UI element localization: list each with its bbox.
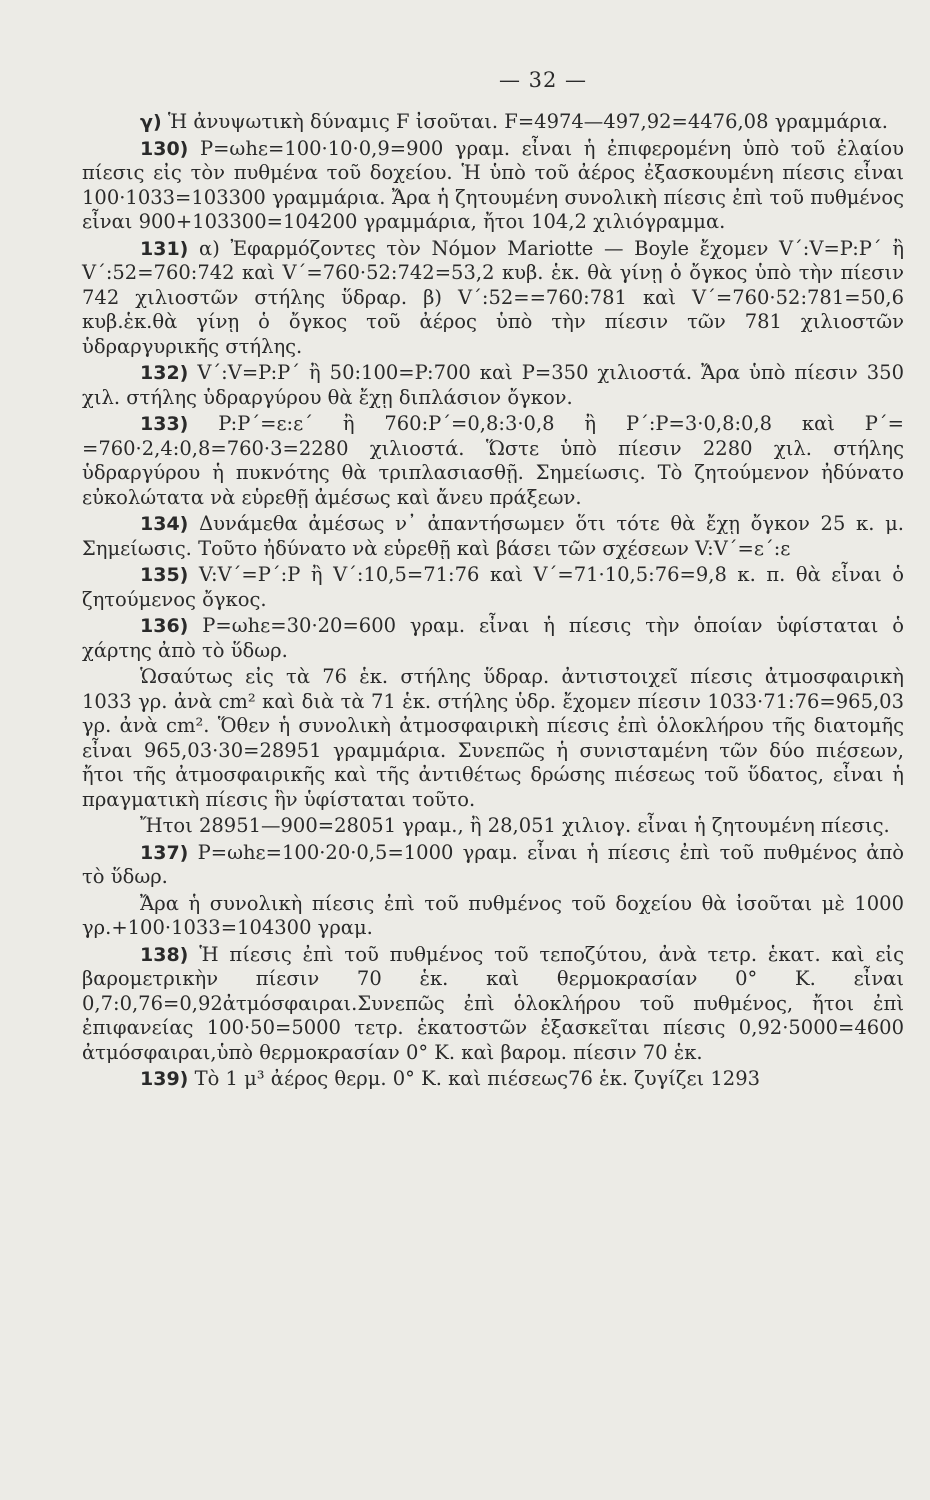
exercise-number: 130) <box>140 137 189 160</box>
paragraph-text: α) Ἐφαρμόζοντες τὸν Νόμον Mariotte — Boyle ἔχομεν V΄:V=P:P΄ ἢ V΄:52=760:742 καὶ V΄=760·52:742=53,2 κυβ. ἑκ. θὰ γίνῃ ὁ ὄγκος ὑπὸ τὴν πίεσιν 742 χιλιοστῶν στήλης ὕδραρ. β) V΄:52==760:781 καὶ V΄=760·52:781=50,6 κυβ.ἑκ.θὰ γίνῃ ὁ ὄγκος τοῦ ἀέρος ὑπὸ τὴν πίεσιν τῶν 781 χιλιοστῶν ὑδραργυρικῆς στήλης. <box>82 236 905 358</box>
paragraph <box>82 841 904 890</box>
exercise-number: 132) <box>140 362 189 384</box>
paragraph-text: V΄:V=P:P΄ ἢ 50:100=P:700 καὶ P=350 χιλιοστά. Ἄρα ὑπὸ πίεσιν 350 χιλ. στήλης ὑδραργύρου θὰ ἔχῃ διπλάσιον ὄγκον. <box>82 361 904 409</box>
paragraph-text: P:P΄=ε:ε΄ ἢ 760:P΄=0,8:3·0,8 ἢ P΄:P=3·0,8:0,8 καὶ P΄= =760·2,4:0,8=760·3=2280 χιλιοστά. Ὥστε ὑπὸ πίεσιν 2280 χιλ. στήλης ὑδραργύρου ἡ πυκνότης θὰ τριπλασιασθῇ. Σημείωσις. Τὸ ζητούμενον ἠδύνατο εὐκολώτατα νὰ εὑρεθῇ ἀμέσως καὶ ἄνευ πράξεων. <box>82 412 905 509</box>
paragraph-text: P=ωhε=30·20=600 γραμ. εἶναι ἡ πίεσις τὴν ὁποίαν ὑφίσταται ὁ χάρτης ἀπὸ τὸ ὕδωρ. <box>82 614 904 662</box>
exercise-number: 135) <box>140 564 189 586</box>
paragraph <box>82 665 904 812</box>
paragraph <box>82 237 904 360</box>
paragraph <box>82 814 904 839</box>
exercise-number: 136) <box>140 615 189 637</box>
exercise-number: 133) <box>140 413 189 435</box>
paragraph <box>82 1067 904 1092</box>
paragraph <box>82 614 904 663</box>
exercise-number: 134) <box>140 513 189 535</box>
exercise-number: 131) <box>140 237 189 260</box>
paragraph-text: V:V΄=P΄:P ἢ V΄:10,5=71:76 καὶ V΄=71·10,5:76=9,8 κ. π. θὰ εἶναι ὁ ζητούμενος ὄγκος. <box>82 563 905 611</box>
body-text <box>82 110 904 1092</box>
paragraph-text: P=ωhε=100·20·0,5=1000 γραμ. εἶναι ἡ πίεσις ἐπὶ τοῦ πυθμένος ἀπὸ τὸ ὕδωρ. <box>82 840 904 888</box>
paragraph <box>82 512 904 561</box>
paragraph-text: Ἄρα ἡ συνολικὴ πίεσις ἐπὶ τοῦ πυθμένος τοῦ δοχείου θὰ ἰσοῦται μὲ 1000 γρ.+100·1033=104300 γραμ. <box>82 891 904 939</box>
book-page <box>82 66 904 1092</box>
paragraph <box>82 412 904 510</box>
paragraph-text: P=ωhε=100·10·0,9=900 γραμ. εἶναι ἡ ἐπιφερομένη ὑπὸ τοῦ ἐλαίου πίεσις εἰς τὸν πυθμένα τοῦ δοχείου. Ἡ ὑπὸ τοῦ ἀέρος ἐξασκουμένη πίεσις εἶναι 100·1033=103300 γραμμάρια. Ἄρα ἡ ζητουμένη συνολικὴ πίεσις ἐπὶ τοῦ πυθμένος εἶναι 900+103300=104200 γραμμάρια, ἤτοι 104,2 χιλιόγραμμα. <box>82 136 904 233</box>
exercise-number: 138) <box>140 943 189 966</box>
paragraph <box>82 943 904 1066</box>
exercise-number: 139) <box>140 1068 189 1090</box>
paragraph-text: Δυνάμεθα ἀμέσως ν᾿ ἀπαντήσωμεν ὅτι τότε θὰ ἔχῃ ὄγκον 25 κ. μ. Σημείωσις. Τοῦτο ἠδύνατο νὰ εὑρεθῇ καὶ βάσει τῶν σχέσεων V:V΄=ε΄:ε <box>82 512 904 560</box>
paragraph-text: Ἡ πίεσις ἐπὶ τοῦ πυθμένος τοῦ τεποζύτου, ἀνὰ τετρ. ἑκατ. καὶ εἰς βαρομετρικὴν πίεσιν 70 ἑκ. καὶ θερμοκρασίαν 0° K. εἶναι 0,7:0,76=0,92ἀτμόσφαιραι.Συνεπῶς ἐπὶ ὁλοκλήρου τοῦ πυθμένος, ἤτοι ἐπὶ ἐπιφανείας 100·50=5000 τετρ. ἑκατοστῶν ἐξασκεῖται πίεσις 0,92·5000=4600 ἀτμόσφαιραι,ὑπὸ θερμοκρασίαν 0° K. καὶ βαρομ. πίεσιν 70 ἑκ. <box>82 942 904 1064</box>
page-number: — 32 — <box>498 68 588 92</box>
exercise-number: 137) <box>140 841 189 864</box>
paragraph <box>82 563 904 612</box>
paragraph-text: Τὸ 1 μ³ ἀέρος θερμ. 0° K. καὶ πιέσεως76 ἑκ. ζυγίζει 1293 <box>194 1067 761 1090</box>
paragraph-text: Ἡ ἀνυψωτικὴ δύναμις F ἰσοῦται. F=4974—497,92=4476,08 γραμμάρια. <box>167 110 888 133</box>
paragraph-text: Ὡσαύτως εἰς τὰ 76 ἑκ. στήλης ὕδραρ. ἀντιστοιχεῖ πίεσις ἀτμοσφαιρικὴ 1033 γρ. ἀνὰ cm² καὶ διὰ τὰ 71 ἑκ. στήλης ὑδρ. ἔχομεν πίεσιν 1033·71:76=965,03 γρ. ἀνὰ cm². Ὅθεν ἡ συνολικὴ ἀτμοσφαιρικὴ πίεσις ἐπὶ ὁλοκλήρου τῆς διατομῆς εἶναι 965,03·30=28951 γραμμάρια. Συνεπῶς ἡ συνισταμένη τῶν δύο πιέσεων, ἤτοι τῆς ἀτμοσφαιρικῆς καὶ τῆς ἀντιθέτως δρώσης πιέσεως τοῦ ὕδατος, εἶναι ἡ πραγματικὴ πίεσις ἣν ὑφίσταται τοῦτο. <box>82 665 904 811</box>
paragraph <box>82 137 904 235</box>
paragraph <box>82 361 904 410</box>
paragraph <box>82 892 904 941</box>
paragraph <box>82 110 904 135</box>
paragraph-text: Ἤτοι 28951—900=28051 γραμ., ἢ 28,051 χιλιογ. εἶναι ἡ ζητουμένη πίεσις. <box>140 814 890 837</box>
exercise-number: γ) <box>140 111 162 133</box>
